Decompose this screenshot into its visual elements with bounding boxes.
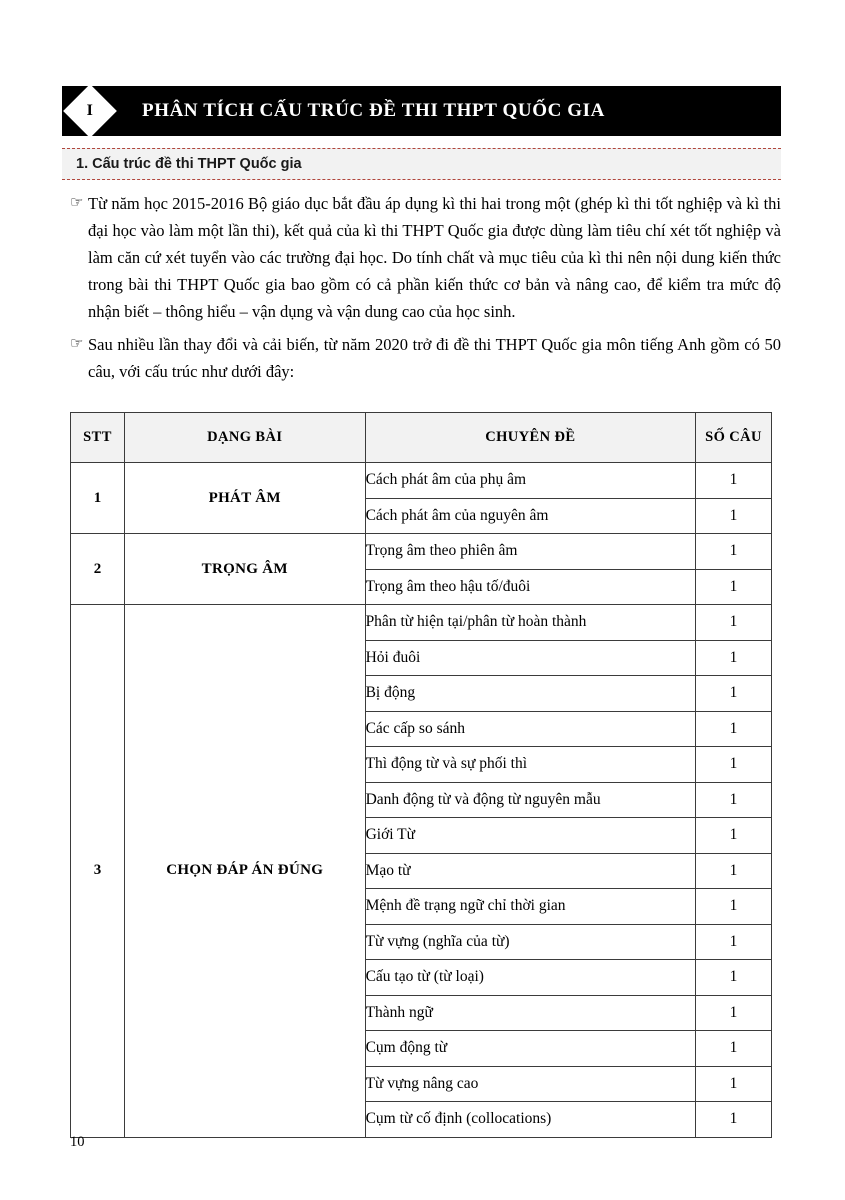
cell-dang-bai: PHÁT ÂM bbox=[124, 463, 365, 534]
cell-chuyen-de: Các cấp so sánh bbox=[365, 711, 696, 747]
paragraph-text: Từ năm học 2015-2016 Bộ giáo dục bắt đầu áp dụng kì thi hai trong một (ghép kì thi tốt nghiệp và kì thi đại học vào làm một lần thi), kết quả của kì thi THPT Quốc gia được dùng làm tiêu chí xét tốt nghiệp và làm căn cứ xét tuyển vào các trường đại học. Do tính chất và mục tiêu của kì thi nên nội dung kiến thức trong bài thi THPT Quốc gia bao gồm có cả phần kiến thức cơ bản và nâng cao, để kiểm tra mức độ nhận biết – thông hiểu – vận dụng và vận dung cao của học sinh. bbox=[88, 194, 781, 321]
exam-structure-table bbox=[70, 412, 772, 1138]
chapter-number-label: I bbox=[86, 102, 94, 119]
cell-so-cau: 1 bbox=[696, 1066, 772, 1102]
cell-so-cau: 1 bbox=[696, 960, 772, 996]
cell-so-cau: 1 bbox=[696, 853, 772, 889]
cell-stt: 3 bbox=[71, 605, 125, 1138]
cell-so-cau: 1 bbox=[696, 995, 772, 1031]
section-heading bbox=[62, 148, 781, 180]
cell-chuyen-de: Phân từ hiện tại/phân từ hoàn thành bbox=[365, 605, 696, 641]
section-heading-label: 1. Cấu trúc đề thi THPT Quốc gia bbox=[76, 156, 302, 172]
cell-so-cau: 1 bbox=[696, 1102, 772, 1138]
chapter-number-badge bbox=[62, 86, 118, 136]
paragraph-item bbox=[62, 190, 781, 325]
cell-so-cau: 1 bbox=[696, 605, 772, 641]
cell-dang-bai: TRỌNG ÂM bbox=[124, 534, 365, 605]
paragraph-text: Sau nhiều lần thay đổi và cải biến, từ năm 2020 trở đi đề thi THPT Quốc gia môn tiếng Anh gồm có 50 câu, với cấu trúc như dưới đây: bbox=[88, 335, 781, 381]
cell-chuyen-de: Thành ngữ bbox=[365, 995, 696, 1031]
cell-chuyen-de: Thì động từ và sự phối thì bbox=[365, 747, 696, 783]
cell-so-cau: 1 bbox=[696, 924, 772, 960]
cell-chuyen-de: Hỏi đuôi bbox=[365, 640, 696, 676]
cell-so-cau: 1 bbox=[696, 747, 772, 783]
paragraph-item bbox=[62, 331, 781, 385]
pointing-hand-icon: ☞ bbox=[70, 195, 84, 211]
cell-so-cau: 1 bbox=[696, 463, 772, 499]
cell-chuyen-de: Cách phát âm của phụ âm bbox=[365, 463, 696, 499]
body-text-block bbox=[62, 190, 781, 391]
column-header-stt: STT bbox=[71, 413, 125, 463]
cell-chuyen-de: Từ vựng (nghĩa của từ) bbox=[365, 924, 696, 960]
cell-chuyen-de: Trọng âm theo hậu tố/đuôi bbox=[365, 569, 696, 605]
cell-so-cau: 1 bbox=[696, 889, 772, 925]
cell-chuyen-de: Trọng âm theo phiên âm bbox=[365, 534, 696, 570]
cell-so-cau: 1 bbox=[696, 782, 772, 818]
cell-so-cau: 1 bbox=[696, 534, 772, 570]
cell-so-cau: 1 bbox=[696, 676, 772, 712]
column-header-chuyen-de: CHUYÊN ĐỀ bbox=[365, 413, 696, 463]
page-number: 10 bbox=[70, 1134, 85, 1150]
cell-stt: 1 bbox=[71, 463, 125, 534]
table-row bbox=[71, 463, 772, 499]
cell-chuyen-de: Danh động từ và động từ nguyên mẫu bbox=[365, 782, 696, 818]
column-header-so-cau: SỐ CÂU bbox=[696, 413, 772, 463]
table-row bbox=[71, 534, 772, 570]
cell-stt: 2 bbox=[71, 534, 125, 605]
column-header-dang-bai: DẠNG BÀI bbox=[124, 413, 365, 463]
table-row bbox=[71, 605, 772, 641]
table-header-row bbox=[71, 413, 772, 463]
pointing-hand-icon: ☞ bbox=[70, 336, 84, 352]
cell-so-cau: 1 bbox=[696, 1031, 772, 1067]
cell-dang-bai: CHỌN ĐÁP ÁN ĐÚNG bbox=[124, 605, 365, 1138]
cell-so-cau: 1 bbox=[696, 498, 772, 534]
cell-so-cau: 1 bbox=[696, 569, 772, 605]
cell-so-cau: 1 bbox=[696, 711, 772, 747]
cell-so-cau: 1 bbox=[696, 640, 772, 676]
page-title: PHÂN TÍCH CẤU TRÚC ĐỀ THI THPT QUỐC GIA bbox=[142, 100, 605, 121]
cell-chuyen-de: Cụm từ cố định (collocations) bbox=[365, 1102, 696, 1138]
cell-chuyen-de: Cụm động từ bbox=[365, 1031, 696, 1067]
cell-chuyen-de: Mạo từ bbox=[365, 853, 696, 889]
cell-chuyen-de: Cấu tạo từ (từ loại) bbox=[365, 960, 696, 996]
cell-chuyen-de: Mệnh đề trạng ngữ chỉ thời gian bbox=[365, 889, 696, 925]
cell-chuyen-de: Từ vựng nâng cao bbox=[365, 1066, 696, 1102]
cell-so-cau: 1 bbox=[696, 818, 772, 854]
table-body bbox=[71, 463, 772, 1138]
cell-chuyen-de: Bị động bbox=[365, 676, 696, 712]
cell-chuyen-de: Giới Từ bbox=[365, 818, 696, 854]
chapter-banner bbox=[62, 86, 781, 136]
table-header bbox=[71, 413, 772, 463]
cell-chuyen-de: Cách phát âm của nguyên âm bbox=[365, 498, 696, 534]
